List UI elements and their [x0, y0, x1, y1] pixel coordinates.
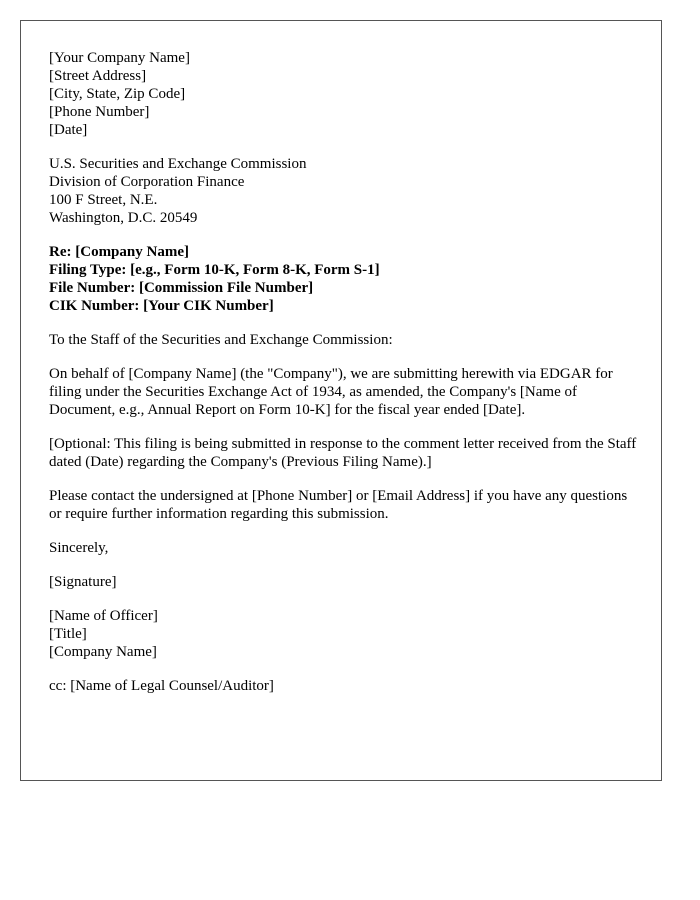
reference-block [49, 243, 639, 315]
letter-page [20, 20, 662, 781]
body-paragraph: [Optional: This filing is being submitted in response to the comment letter received from the Staff dated (Date) regarding the Company's (Previous Filing Name).] [49, 436, 637, 470]
sender-city-state-zip: [City, State, Zip Code] [49, 86, 186, 102]
signatory-company: [Company Name] [49, 644, 157, 660]
reference-filing-type: Filing Type: [e.g., Form 10-K, Form 8-K, Form S-1] [49, 262, 380, 278]
signatory-block [49, 607, 639, 661]
body-paragraph: On behalf of [Company Name] (the "Company"), we are submitting herewith via EDGAR for filing under the Securities Exchange Act of 1934, as amended, the Company's [Name of Document, e.g., Annual Report on Form 10-K] for the fiscal year ended [Date]. [49, 366, 613, 418]
recipient-block [49, 155, 639, 227]
sender-date: [Date] [49, 122, 88, 138]
salutation: To the Staff of the Securities and Exchange Commission: [49, 332, 393, 348]
signatory-title: [Title] [49, 626, 87, 642]
sender-block [49, 49, 639, 139]
closing: Sincerely, [49, 540, 109, 556]
sender-company-name: [Your Company Name] [49, 50, 190, 66]
sender-street-address: [Street Address] [49, 68, 147, 84]
reference-cik-number: CIK Number: [Your CIK Number] [49, 298, 274, 314]
reference-re: Re: [Company Name] [49, 244, 189, 260]
signature-placeholder: [Signature] [49, 574, 117, 590]
reference-file-number: File Number: [Commission File Number] [49, 280, 314, 296]
recipient-line: Division of Corporation Finance [49, 174, 245, 190]
sender-phone-number: [Phone Number] [49, 104, 150, 120]
recipient-line: 100 F Street, N.E. [49, 192, 158, 208]
body-paragraph: Please contact the undersigned at [Phone Number] or [Email Address] if you have any questions or require further information regarding this submission. [49, 488, 628, 522]
recipient-line: Washington, D.C. 20549 [49, 210, 198, 226]
recipient-line: U.S. Securities and Exchange Commission [49, 156, 307, 172]
letter-body [49, 49, 639, 711]
signatory-name: [Name of Officer] [49, 608, 158, 624]
cc-line: cc: [Name of Legal Counsel/Auditor] [49, 678, 274, 694]
